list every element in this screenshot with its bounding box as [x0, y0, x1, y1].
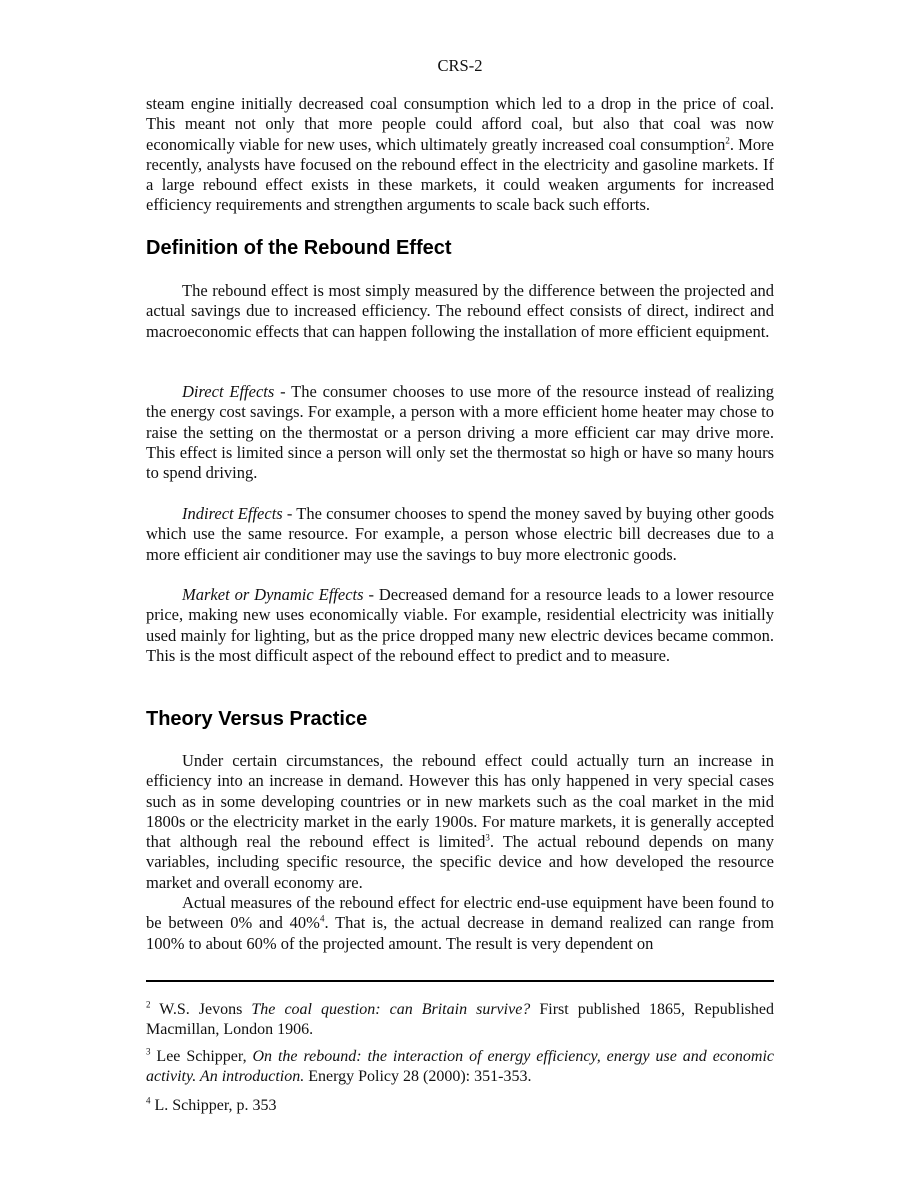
- section-heading-theory: Theory Versus Practice: [146, 708, 368, 730]
- definition-paragraph: [146, 281, 774, 342]
- theory-paragraph-1: [146, 751, 774, 893]
- theory-p1-text-1: Under certain circumstances, the rebound effect could actually turn an increase in efficiency into an increase in demand. However this has only happened in very special cases such as in some developing countries or in new markets such as the coal market in the mid 1800s or the electricity market in the early 1900s. For mature markets, it is generally accepted that although real the rebound effect is limited: [146, 751, 774, 852]
- intro-text-1: steam engine initially decreased coal consumption which led to a drop in the price of coal. This meant not only that more people could afford coal, but also that coal was now economically viable for new uses, which ultimately greatly increased coal consumption: [146, 94, 774, 154]
- footnote-ref-3[interactable]: 3: [485, 832, 490, 843]
- footnote-2: [146, 1000, 774, 1040]
- theory-paragraph-2: [146, 893, 774, 954]
- footnote-author: W.S. Jevons: [150, 1001, 252, 1018]
- footnote-author: L. Schipper, p. 353: [150, 1097, 277, 1114]
- theory-section: [146, 707, 774, 731]
- direct-effects-paragraph: [146, 382, 774, 483]
- footnote-ref-4[interactable]: 4: [319, 913, 325, 924]
- indirect-effects-text: - The consumer chooses to spend the money saved by buying other goods which use the same resource. For example, a person whose electric bill decreases due to a more efficient air conditioner may use the savings to buy more electronic goods.: [146, 504, 774, 564]
- direct-effects-term: Direct Effects: [182, 382, 275, 401]
- market-effects-paragraph: [146, 585, 774, 666]
- footnote-author: Lee Schipper,: [150, 1048, 253, 1065]
- footnote-4: [146, 1096, 774, 1116]
- theory-p2-text-1: Actual measures of the rebound effect for electric end-use equipment have been found to be between 0% and 40%: [146, 893, 774, 933]
- footnote-3: [146, 1047, 774, 1087]
- footnote-number: 2: [146, 999, 151, 1010]
- definition-section: [146, 236, 774, 260]
- intro-paragraph: [146, 94, 774, 216]
- page-header: CRS-2: [437, 56, 483, 75]
- indirect-effects-term: Indirect Effects: [182, 504, 283, 523]
- footnote-details: Energy Policy 28 (2000): 351-353.: [304, 1068, 532, 1085]
- definition-text: The rebound effect is most simply measured by the difference between the projected and actual savings due to increased efficiency. The rebound effect consists of direct, indirect and macroeconomic effects that can happen following the installation of more efficient equipment.: [146, 281, 774, 341]
- footnote-details: First published 1865, Republished Macmillan, London 1906.: [146, 1001, 775, 1038]
- market-effects-text: - Decreased demand for a resource leads to a lower resource price, making new uses economically viable. For example, residential electricity was initially used mainly for lighting, but as the price dropped many new electric devices became common. This is the most difficult aspect of the rebound effect to predict and to measure.: [146, 585, 774, 665]
- footnote-divider: [146, 980, 774, 982]
- section-heading-definition: Definition of the Rebound Effect: [146, 237, 452, 259]
- indirect-effects-paragraph: [146, 504, 774, 565]
- theory-p2-text-2: . That is, the actual decrease in demand realized can range from 100% to about 60% of the projected amount. The result is very dependent on: [146, 913, 774, 953]
- intro-text-2: . More recently, analysts have focused on the rebound effect in the electricity and gasoline markets. If a large rebound effect exists in these markets, it could weaken arguments for increased efficiency requirements and strengthen arguments to scale back such efforts.: [146, 134, 774, 215]
- footnote-ref-2[interactable]: 2: [725, 135, 730, 146]
- theory-p1-text-2: . The actual rebound depends on many variables, including specific resource, the specific device and how developed the resource market and overall economy are.: [146, 832, 774, 892]
- market-effects-term: Market or Dynamic Effects: [182, 585, 364, 604]
- footnote-title: On the rebound: the interaction of energy efficiency, energy use and economic activity. An introduction.: [146, 1048, 774, 1085]
- footnote-number: 4: [146, 1095, 151, 1106]
- footnote-title: The coal question: can Britain survive?: [251, 1001, 531, 1018]
- direct-effects-text: - The consumer chooses to use more of the resource instead of realizing the energy cost savings. For example, a person with a more efficient home heater may chose to raise the setting on the thermostat or a person driving a more efficient car may drive more. This effect is limited since a person will only set the thermostat so high or have so many hours to spend driving.: [146, 382, 774, 483]
- footnote-number: 3: [146, 1046, 151, 1057]
